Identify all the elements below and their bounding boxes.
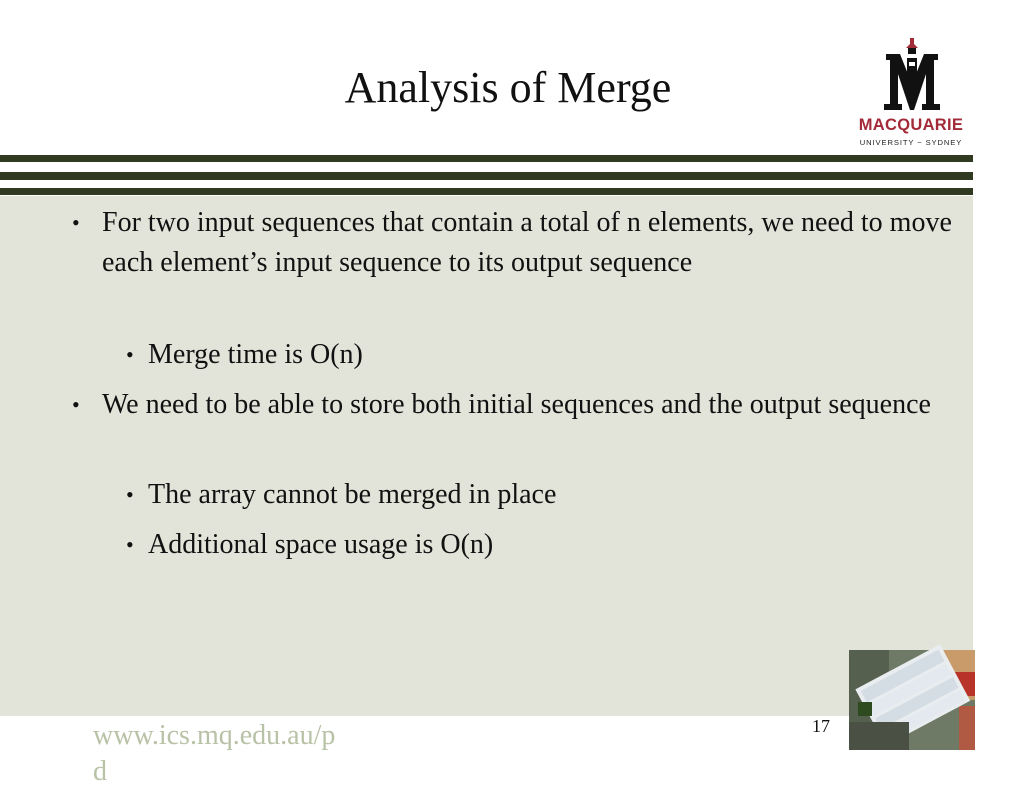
- bullet-icon: •: [72, 210, 80, 235]
- bullet-icon: •: [126, 342, 134, 367]
- slide-title: Analysis of Merge: [344, 63, 672, 112]
- header-stripe: [0, 155, 973, 162]
- sub-bullet-item: Additional space usage is O(n): [148, 529, 494, 560]
- university-crest-icon: [848, 38, 974, 118]
- bullet-item: We need to be able to store both initial sequences and the output sequence: [102, 389, 931, 420]
- bullet-item: For two input sequences that contain a total of n elements, we need to move each element’s input sequence to its output sequence: [102, 207, 952, 278]
- header-stripe: [0, 172, 973, 180]
- bullet-icon: •: [126, 532, 134, 557]
- sub-bullet-item: Merge time is O(n): [148, 339, 363, 370]
- header-stripe: [0, 188, 973, 195]
- macquarie-logo: [848, 38, 974, 150]
- sub-bullet-item: The array cannot be merged in place: [148, 479, 557, 510]
- logo-subtitle: UNIVERSITY ~ SYDNEY: [859, 138, 963, 147]
- slide-content-area: [0, 196, 973, 716]
- page-number: 17: [812, 716, 830, 736]
- logo-wordmark: MACQUARIE: [858, 116, 964, 134]
- campus-signage-photo: [849, 650, 975, 750]
- bullet-icon: •: [126, 482, 134, 507]
- footer-url: www.ics.mq.edu.au/p d: [93, 720, 336, 787]
- bullet-icon: •: [72, 392, 80, 417]
